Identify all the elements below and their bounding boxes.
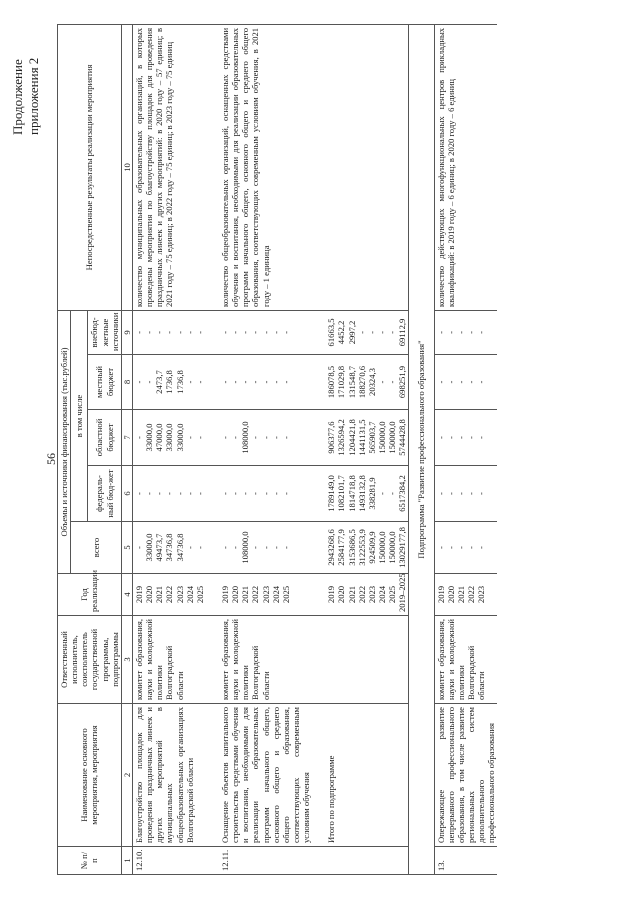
extra-value: - [476,331,487,334]
total-value: 108000,0 [240,531,251,564]
regional-value: 5744428,8 [397,419,408,456]
total-value: 150000,0 [387,531,398,564]
year: 2021 [240,585,251,604]
local-value: - [194,380,205,384]
federal-value: 1082101,7 [336,475,347,512]
local-value: - [250,380,261,384]
total-value: 34736,8 [174,533,185,562]
extra-value: - [164,331,175,334]
total-value: - [455,546,466,549]
local-value: 171029,8 [336,365,347,399]
local-value: - [230,380,241,384]
year: 2023 [260,585,271,604]
total-value: - [230,546,241,549]
local-value: - [270,380,281,384]
colnum: 8 [121,355,132,410]
year: 2023 [174,585,185,604]
row-name: Итого по подпрограмме [312,704,409,847]
year: 2019 [326,585,337,604]
total-value: - [194,546,205,549]
federal-value: - [270,492,281,495]
year: 2021 [455,585,466,604]
year: 2020 [336,585,347,604]
extra-value: - [260,331,271,334]
regional-value: 150000,0 [387,421,398,454]
federal-value: - [445,492,456,495]
regional-value: - [465,436,476,439]
regional-value: - [476,436,487,439]
page-number: 56 [44,453,58,465]
federal-value: 6517384,2 [397,475,408,512]
extra-value: - [455,331,466,334]
extra-value: - [174,331,185,334]
table-row-total [312,24,409,874]
year: 2019 [435,585,446,604]
regional-value: 1204421,8 [346,419,357,456]
extra-value: - [280,331,291,334]
row-results: количество общеобразовательных организаций, оснащенных средствами обучения и воспитания, необходимыми для реализации образовательных программ начального общего, основного общего и среднего общего образования, соответствующих современным условиям обучения, в 2021 году – 1 единица [206,24,312,310]
row-responsible: комитет образования, науки и молодежной политики Волгоградской области [434,616,497,704]
federal-value: - [194,492,205,495]
year: 2021 [154,585,165,604]
total-value: 13029177,8 [397,527,408,568]
extra-value: - [270,331,281,334]
federal-value: - [164,492,175,495]
total-value: - [270,546,281,549]
year: 2024 [270,585,281,604]
local-value: - [445,380,456,384]
year: 2022 [164,585,175,604]
federal-value: - [476,492,487,495]
year: 2019–2025 [397,573,408,612]
extra-value: 4452,2 [336,320,347,345]
colnum: 6 [121,466,132,522]
year: 2020 [230,585,241,604]
federal-value: - [230,492,241,495]
colnum: 10 [121,24,132,310]
local-value: - [133,380,144,384]
activities-table [57,24,497,875]
federal-value: - [260,492,271,495]
extra-value: - [144,331,155,334]
table-row [206,24,312,874]
total-value: 33000,0 [144,533,155,562]
header-federal: федераль-ный бюд-жет [88,466,121,522]
federal-value: - [154,492,165,495]
year: 2022 [465,585,476,604]
extra-value: - [250,331,261,334]
row-responsible: комитет образования, науки и молодежной политики Волгоградской области [206,616,312,704]
total-value: 3122553,9 [356,529,367,566]
federal-value: - [455,492,466,495]
extra-value: 69112,9 [397,318,408,347]
colnum: 3 [121,616,132,704]
colnum: 2 [121,704,132,847]
extra-value: - [376,331,387,334]
total-value: - [133,546,144,549]
extra-value: - [445,331,456,334]
header-including: в том числе [71,310,88,521]
row-responsible: комитет образования, науки и молодежной политики Волгоградской области [132,616,205,704]
year: 2021 [346,585,357,604]
total-value: 49473,7 [154,533,165,562]
header-funding: Объемы и источники финансирования (тыс.рублей) [58,310,71,573]
regional-value: - [250,436,261,439]
extra-value: - [465,331,476,334]
regional-value: 565903,7 [366,421,377,454]
regional-value: 47000,0 [154,423,165,452]
header-total: всего [71,522,122,574]
local-value: - [184,380,195,384]
header-results: Непосредственные результаты реализации мероприятия [58,24,122,310]
total-value: 2943268,6 [326,529,337,566]
extra-value: - [230,331,241,334]
header-name: Наименование основного мероприятия, мероприятия [58,704,122,847]
regional-value: - [230,436,241,439]
total-value: - [445,546,456,549]
extra-value: - [184,331,195,334]
regional-value: - [260,436,271,439]
extra-value: 2997,2 [346,320,357,345]
extra-value: - [387,331,398,334]
local-value: 20324,3 [366,368,377,396]
year: 2019 [133,585,144,604]
federal-value: - [133,492,144,495]
regional-value: 33000,0 [174,423,185,452]
year: 2022 [250,585,261,604]
total-value: 150000,0 [376,531,387,564]
total-value: - [184,546,195,549]
regional-value: - [194,436,205,439]
federal-value: 338281,9 [366,477,377,510]
local-value: 1736,8 [174,370,185,394]
local-value: - [476,380,487,384]
page-caption: Продолжение приложения 2 [10,57,41,135]
total-value: - [476,546,487,549]
regional-value: - [445,436,456,439]
total-value: 34736,8 [164,533,175,562]
row-num: 12.11. [206,847,312,875]
total-value: - [280,546,291,549]
federal-value: - [144,492,155,495]
regional-value: 150000,0 [376,421,387,454]
local-value: - [376,380,387,384]
federal-value: - [240,492,251,495]
row-name: Оснащение объектов капитального строительства средствами обучения и воспитания, необходимыми для реализации образовательных программ начального общего, основного общего и среднего общего образования, соответствующих современным условиям обучения [206,704,312,847]
federal-value: - [465,492,476,495]
regional-value: - [133,436,144,439]
extra-value: - [356,331,367,334]
total-value: - [260,546,271,549]
extra-value: - [366,331,377,334]
local-value: - [465,380,476,384]
regional-value: - [280,436,291,439]
regional-value: 33000,0 [144,423,155,452]
local-value: - [455,380,466,384]
local-value: 131548,7 [346,365,357,399]
extra-value: 61663,5 [326,318,337,347]
header-local: местный бюджет [88,355,121,410]
federal-value: - [219,492,230,495]
regional-value: 1441131,5 [356,419,367,456]
total-value: 3153686,5 [346,529,357,566]
year: 2024 [184,585,195,604]
row-num: 13. [434,847,497,875]
regional-value: - [455,436,466,439]
regional-value: 108000,0 [240,421,251,454]
total-value: 924509,9 [366,531,377,564]
regional-value: 1326594,2 [336,419,347,456]
federal-value: - [250,492,261,495]
regional-value: - [219,436,230,439]
federal-value: 1493132,8 [356,475,367,512]
regional-value: - [270,436,281,439]
table-row [434,24,497,874]
total-value: 2584177,9 [336,529,347,566]
regional-value: 33000,0 [164,423,175,452]
header-year: Год реализации [58,574,122,616]
table-row [132,24,205,874]
local-value: 1736,8 [164,370,175,394]
header-extrabudget: внебюд-жетные источники [88,310,121,354]
local-value: 188270,6 [356,365,367,399]
year: 2025 [194,585,205,604]
year: 2020 [144,585,155,604]
row-name: Опережающее развитие непрерывного профессионального образования, в том числе развитие региональных систем дополнительного профессионального образования [434,704,497,847]
local-value: - [260,380,271,384]
colnum: 5 [121,522,132,574]
header-num: № п/п [58,847,122,875]
regional-value: - [435,436,446,439]
local-value: 186078,5 [326,365,337,399]
local-value: - [219,380,230,384]
row-name: Благоустройство площадок для проведения праздничных линеек и других мероприятий в муниципальных общеобразовательных организациях Волгоградской области [132,704,205,847]
total-value: - [250,546,261,549]
total-value: - [435,546,446,549]
local-value: - [144,380,155,384]
subprogram-row [409,24,434,874]
federal-value: - [435,492,446,495]
year: 2025 [387,585,398,604]
federal-value: - [280,492,291,495]
colnum: 4 [121,574,132,616]
federal-value: 1814718,8 [346,475,357,512]
federal-value: - [387,492,398,495]
header-responsible: Ответственный исполнитель, соисполнитель государственной программы, подпрограммы [58,616,122,704]
extra-value: - [133,331,144,334]
year: 2022 [356,585,367,604]
local-value: - [435,380,446,384]
colnum: 7 [121,410,132,466]
extra-value: - [435,331,446,334]
federal-value: - [174,492,185,495]
row-num: 12.10. [132,847,205,875]
extra-value: - [154,331,165,334]
year: 2023 [476,585,487,604]
year: 2025 [280,585,291,604]
colnum: 1 [121,847,132,875]
local-value: - [240,380,251,384]
year: 2023 [366,585,377,604]
regional-value: 906377,6 [326,421,337,454]
row-results: количество действующих многофункциональных центров прикладных квалификаций: в 2019 году – 6 единиц; в 2020 году – 6 единиц [434,24,497,310]
row-results: количество муниципальных образовательных организаций, в которых проведены мероприятия по благоустройству площадок для проведения праздничных линеек и других мероприятий: в 2020 году – 57 единиц; в 2021 году – 75 единиц; в 2022 году – 75 единиц; в 2023 году – 75 единиц [132,24,205,310]
year: 2024 [376,585,387,604]
total-value: - [465,546,476,549]
federal-value: - [376,492,387,495]
year: 2020 [445,585,456,604]
local-value: - [387,380,398,384]
extra-value: - [240,331,251,334]
local-value: 698251,9 [397,365,408,399]
local-value: 2473,7 [154,370,165,394]
year: 2019 [219,585,230,604]
extra-value: - [219,331,230,334]
extra-value: - [194,331,205,334]
federal-value: 1789149,0 [326,475,337,512]
local-value: - [280,380,291,384]
colnum: 9 [121,310,132,354]
header-regional: областной бюджет [88,410,121,466]
federal-value: - [184,492,195,495]
regional-value: - [184,436,195,439]
subprogram-title: Подпрограмма "Развитие профессионального образования" [409,24,434,874]
total-value: - [219,546,230,549]
